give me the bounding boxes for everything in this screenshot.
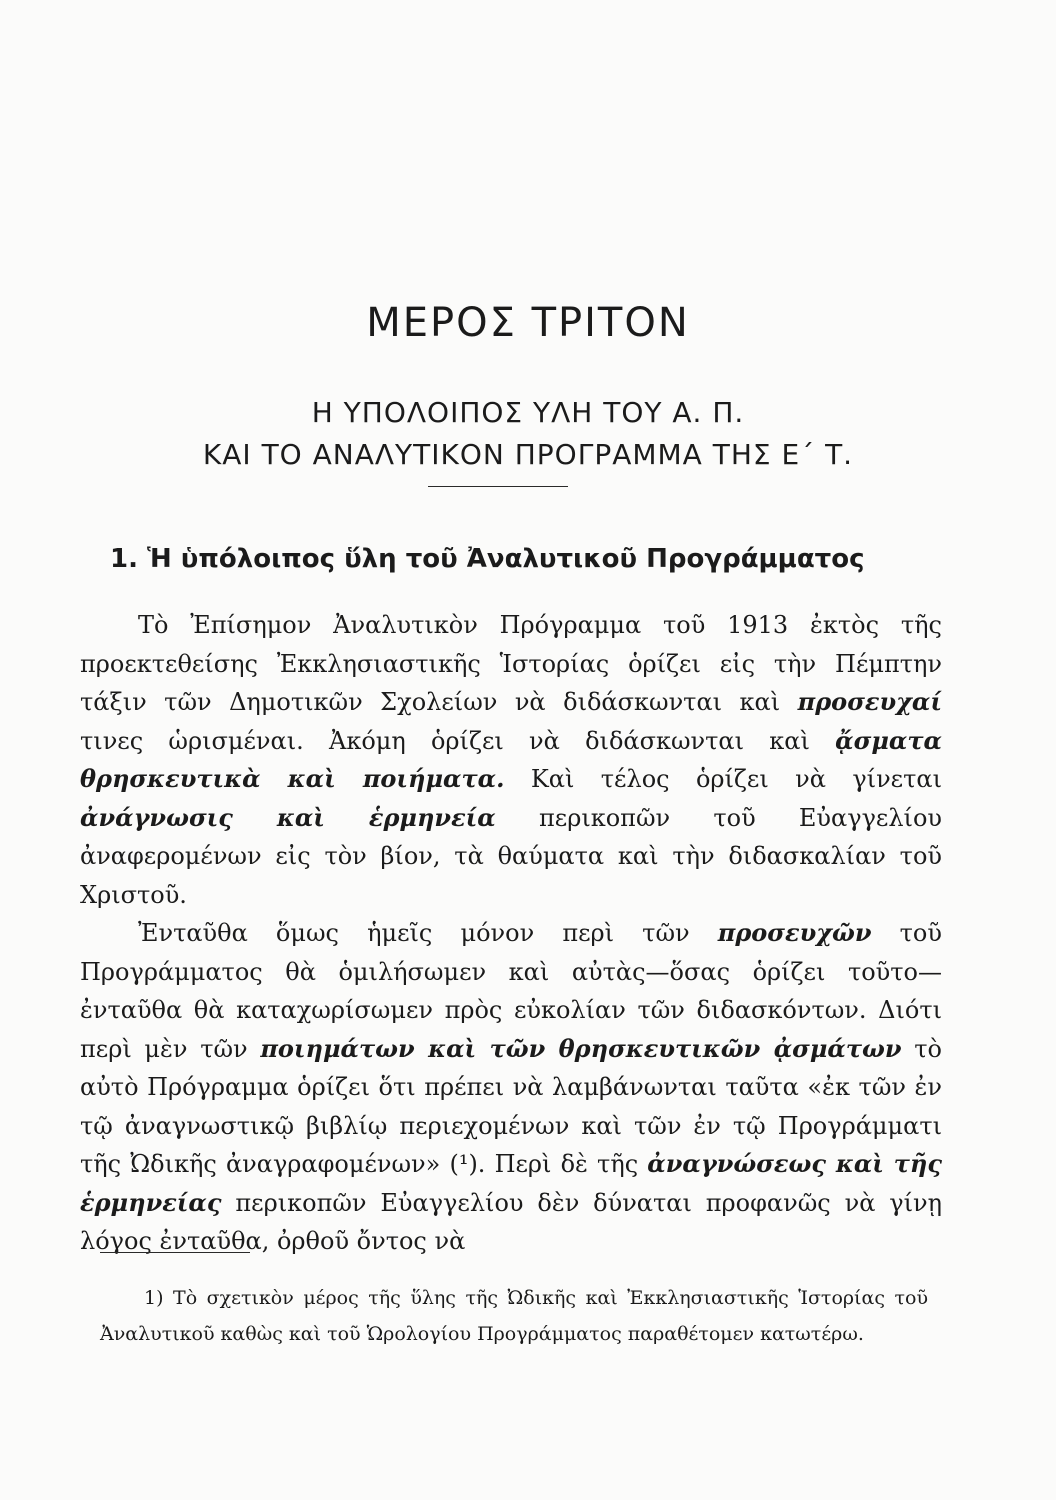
part-title: ΜΕΡΟΣ ΤΡΙΤΟΝ (366, 300, 690, 346)
body-text (80, 606, 942, 1261)
paragraph-1-text-4: περικοπῶν τοῦ Εὐαγγελίου ἀναφερομένων εἰς τὸν βίον, τὰ θαύματα καὶ τὴν διδασκαλίαν τοῦ Χριστοῦ. (80, 803, 942, 909)
paragraph-2-emphasis-2: ποιημάτων καὶ τῶν θρησκευτικῶν ᾀσμάτων (260, 1033, 902, 1063)
part-subtitle-line-2: ΚΑΙ ΤΟ ΑΝΑΛΥΤΙΚΟΝ ΠΡΟΓΡΑΜΜΑ ΤΗΣ Ε΄ Τ. (202, 438, 854, 471)
paragraph-2-text-2: τοῦ Προγράμματος θὰ ὁμιλήσωμεν καὶ αὐτὰς—ὅσας ὁρίζει τοῦτο—ἐνταῦθα θὰ καταχωρίσωμεν πρὸς εὐκολίαν τῶν διδασκόντων. Διότι περὶ μὲν τῶν (80, 919, 942, 1063)
footnote-text: 1) Τὸ σχετικὸν μέρος τῆς ὕλης τῆς Ὠδικῆς καὶ Ἐκκλησιαστικῆς Ἱστορίας τοῦ Ἀναλυτικοῦ καθὼς καὶ τοῦ Ὡρολογίου Προγράμματος παραθέτομεν κατωτέρω. (100, 1287, 928, 1345)
paragraph-1-emphasis-2: ᾄσματα θρησκευτικὰ καὶ ποιήματα. (80, 725, 942, 793)
title-divider (428, 486, 568, 487)
footnote-divider (100, 1252, 250, 1253)
paragraph-1-text-2: τινες ὡρισμέναι. Ἀκόμη ὁρίζει νὰ διδάσκωνται καὶ (80, 726, 810, 755)
paragraph-1-text-1: Τὸ Ἐπίσημον Ἀναλυτικὸν Πρόγραμμα τοῦ 1913 ἐκτὸς τῆς προεκτεθείσης Ἐκκλησιαστικῆς Ἱστορίας ὁρίζει εἰς τὴν Πέμπτην τάξιν τῶν Δημοτικῶν Σχολείων νὰ διδάσκωνται καὶ (80, 611, 942, 716)
paragraph-2-text-3: τὸ αὐτὸ Πρόγραμμα ὁρίζει ὅτι πρέπει νὰ λαμβάνωνται ταῦτα «ἐκ τῶν ἐν τῷ ἀναγνωστικῷ βιβλίῳ περιεχομένων καὶ τῶν ἐν τῷ Προγράμματι τῆς Ὠδικῆς ἀναγραφομένων» (¹). Περὶ δὲ τῆς (80, 1034, 942, 1178)
paragraph-1-emphasis-1: προσευχαί (797, 687, 942, 716)
paragraph-1-text-3: Καὶ τέλος ὁρίζει νὰ γίνεται (530, 765, 942, 793)
paragraph-2-emphasis-3: ἀναγνώσεως καὶ τῆς ἑρμηνείας (80, 1149, 942, 1217)
paragraph-2-text-4: περικοπῶν Εὐαγγελίου δὲν δύναται προφανῶς νὰ γίνῃ λόγος ἐνταῦθα, ὀρθοῦ ὄντος νὰ (80, 1188, 942, 1255)
section-heading: 1. Ἡ ὑπόλοιπος ὕλη τοῦ Ἀναλυτικοῦ Προγράμματος (110, 544, 865, 574)
show-through-background (60, 60, 960, 100)
paragraph-2-emphasis-1: προσευχῶν (717, 918, 872, 947)
part-subtitle-line-1: Η ΥΠΟΛΟΙΠΟΣ ΥΛΗ ΤΟΥ Α. Π. (311, 396, 745, 429)
paragraph-1-emphasis-3: ἀνάγνωσις καὶ ἑρμηνεία (80, 802, 496, 832)
footnote (100, 1280, 928, 1352)
paragraph-1 (80, 606, 942, 914)
paragraph-2 (80, 914, 942, 1261)
paragraph-2-text-1: Ἐνταῦθα ὅμως ἡμεῖς μόνον περὶ τῶν (138, 919, 690, 947)
